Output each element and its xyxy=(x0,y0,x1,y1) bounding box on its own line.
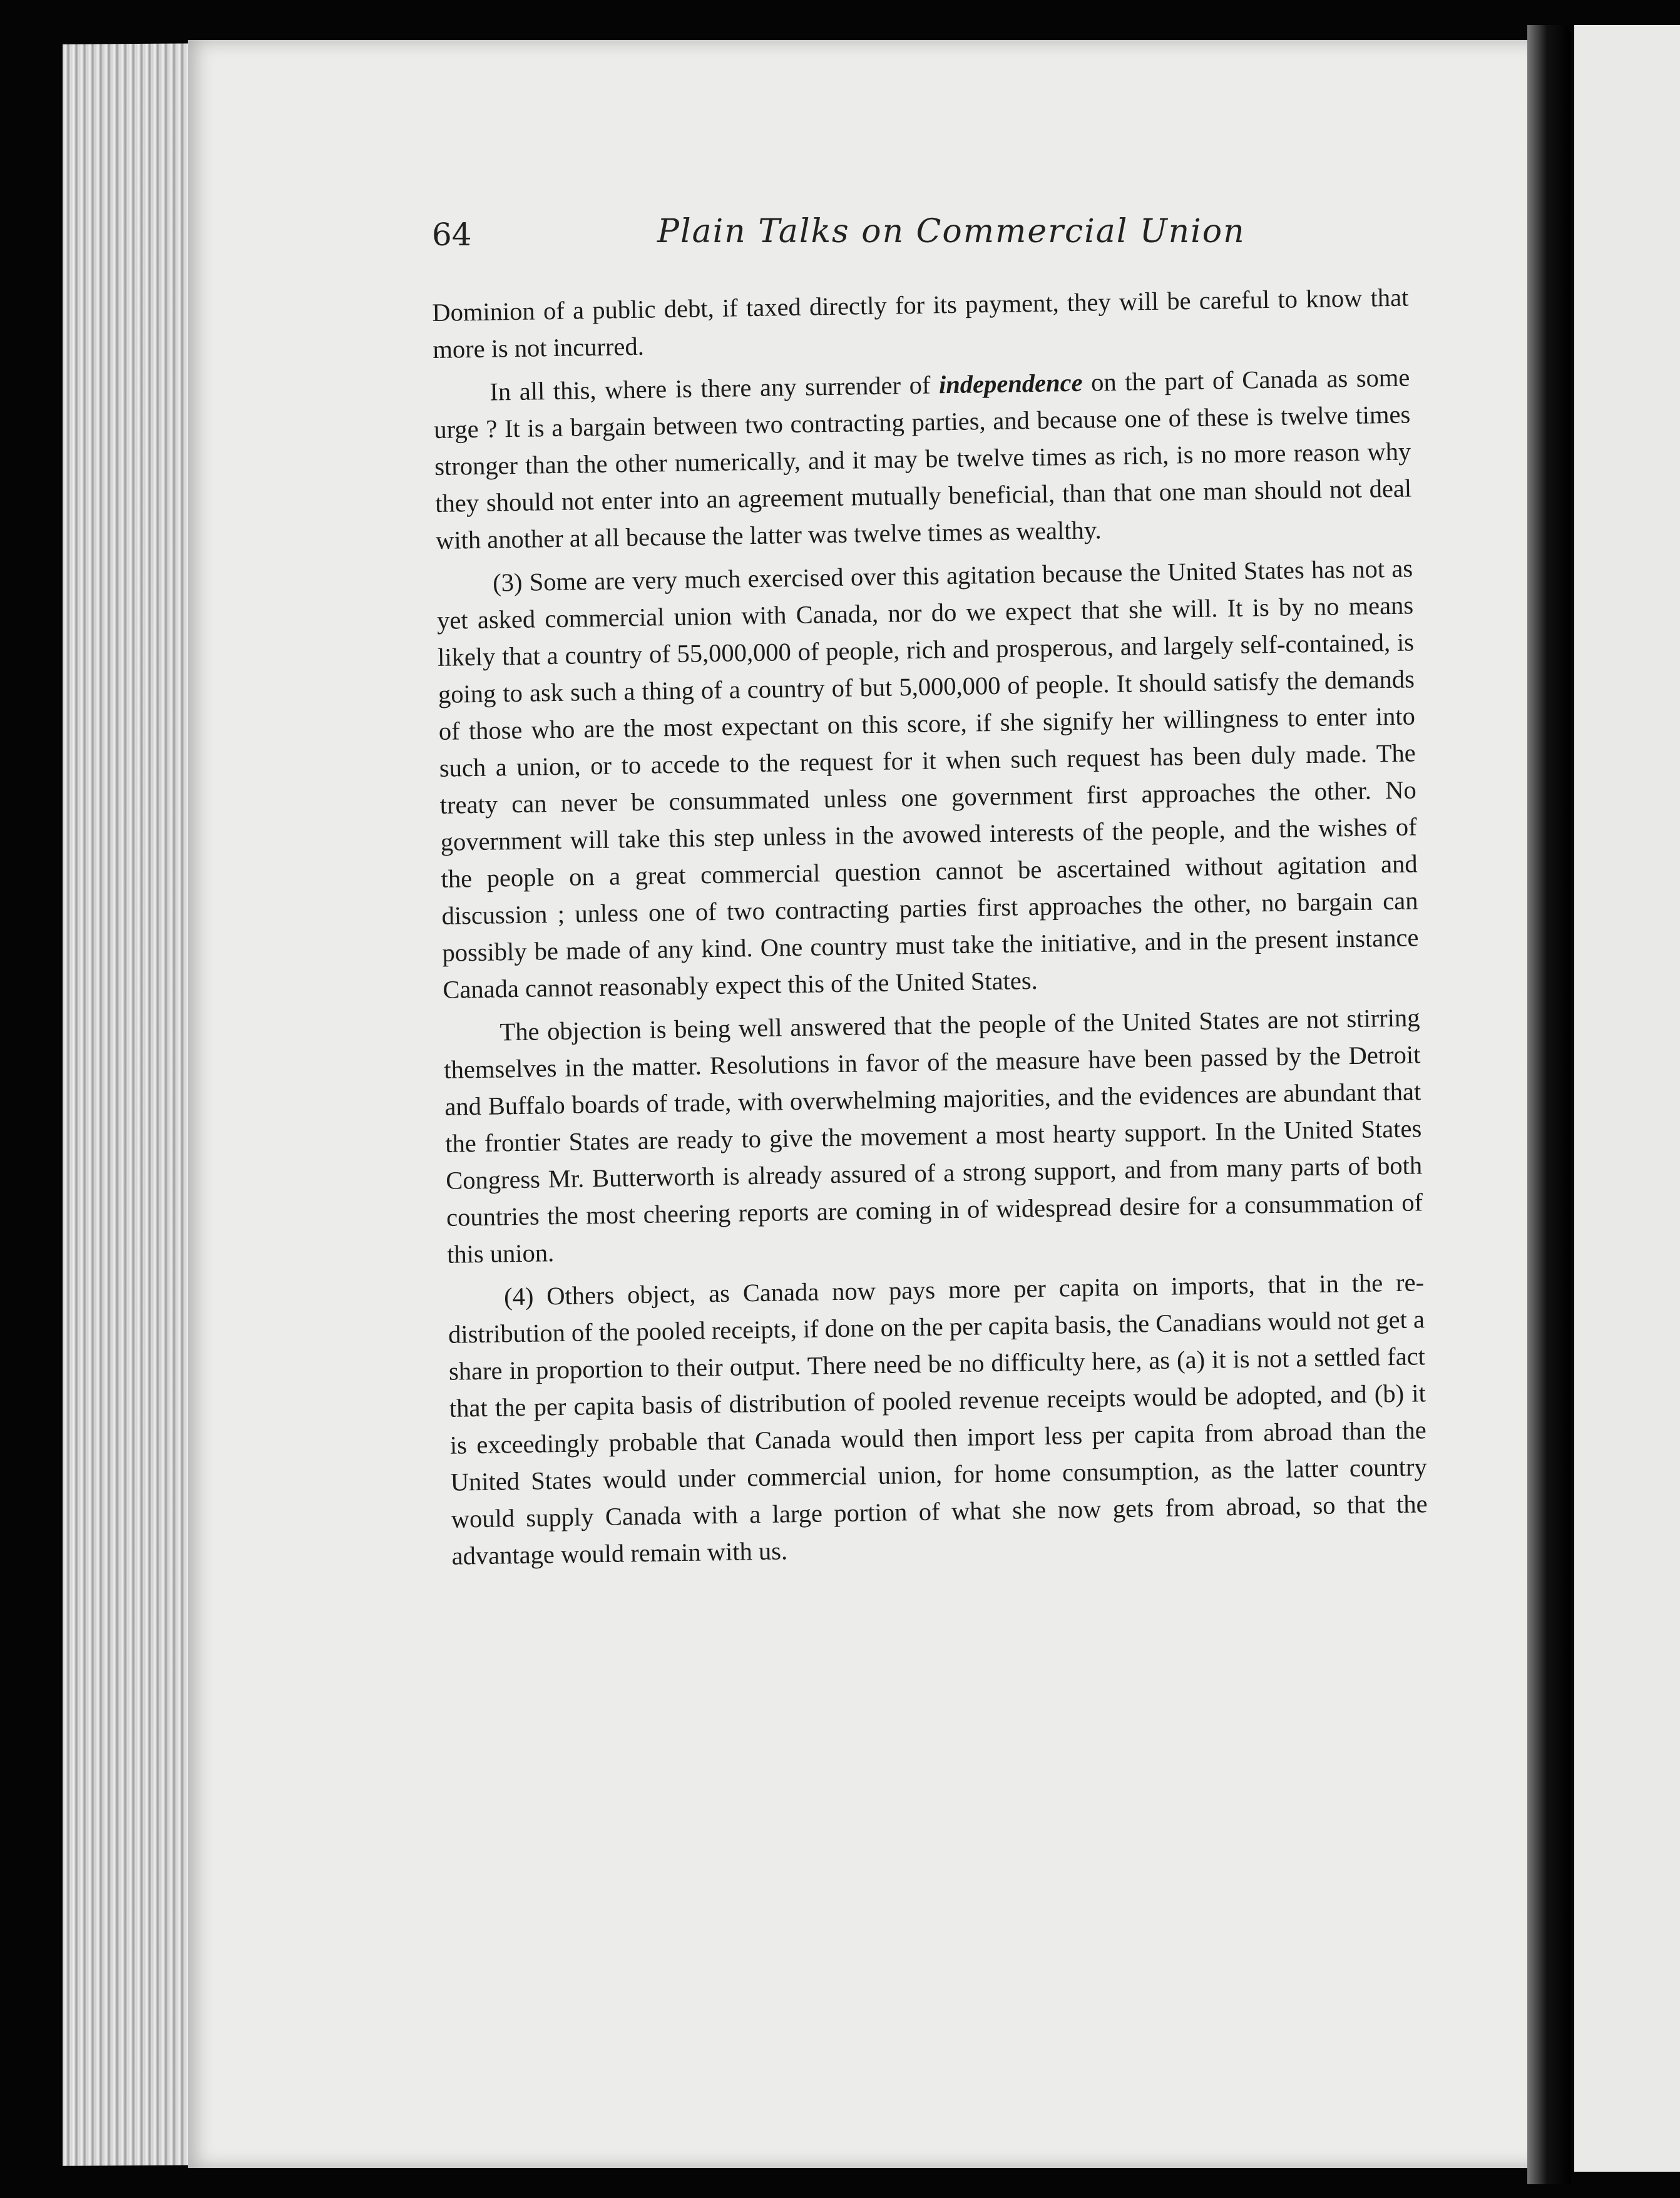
page-edges xyxy=(63,43,207,2166)
paragraph-point-3: (3) Some are very much exercised over this agitation because the United States has not as yet asked commercial union with Canada, nor do we expect that she will. It is by no means likely that a country of 55,000,000 of people, rich and prosperous, and largely self-contained, is going to ask such a thing of a country of but 5,000,000 of people. It should satisfy the demands of those who are the most expectant on this score, if she signify her willingness to enter into such a union, or to accede to the request for it when such request has been duly made. The treaty can never be consummated unless one government first approaches the other. No government will take this step unless in the avowed interests of the people, and the wishes of the people on a great commercial question cannot be ascertained without agitation and discussion ; unless one of two contracting parties first approaches the other, no bargain can possibly be made of any kind. One country must take the initiative, and in the present instance Canada cannot reasonably expect this of the United States. xyxy=(436,554,1419,1004)
paragraph-continuation: Dominion of a public debt, if taxed directly for its payment, they will be careful to know that more is not incurred. xyxy=(432,283,1409,364)
paragraph-text: In all this, where is there any surrender of xyxy=(489,371,940,406)
facing-page-edge xyxy=(1574,25,1680,2172)
paragraph-objection: The objection is being well answered that the people of the United States are not stirring themselves in the matter. Resolutions in favor of the measure have been passed by the Detroit and Buffalo boards of trade, with overwhelming majorities, and the evidences are abundant that the frontier States are ready to give the movement a most hearty support. In the United States Congress Mr. Butterworth is already assured of a strong support, and from many parts of both countries the most cheering reports are coming in of widespread desire for a consummation of this union. xyxy=(444,1003,1423,1269)
page-body xyxy=(432,279,1428,1580)
page-number: 64 xyxy=(432,217,472,253)
running-title: Plain Talks on Commercial Union xyxy=(657,213,1246,250)
emphasized-word: independence xyxy=(938,368,1083,399)
page-header xyxy=(432,213,1496,269)
paragraph-independence xyxy=(433,359,1412,558)
paragraph-point-4: (4) Others object, as Canada now pays more per capita on imports, that in the re-distribution of the pooled receipts, if done on the per capita basis, the Canadians would not get a share in proportion to their output. There need be no difficulty here, as (a) it is not a settled fact that the per capita basis of distribution of pooled revenue receipts would be adopted, and (b) it is exceedingly probable that Canada would then import less per capita from abroad than the United States would under commercial union, for home consumption, as the latter country would supply Canada with a large portion of what she now gets from abroad, so that the advantage would remain with us. xyxy=(448,1268,1428,1570)
paragraph-text: on the part of Canada as some urge ? It is a bargain between two contracting parties, and because one of these is twelve times stronger than the other numerically, and it may be twelve times as rich, is no more reason why they should not enter into an agreement mutually beneficial, than that one man should not deal with another at all because the latter was twelve times as wealthy. xyxy=(434,363,1412,555)
book-gutter xyxy=(1527,25,1571,2184)
